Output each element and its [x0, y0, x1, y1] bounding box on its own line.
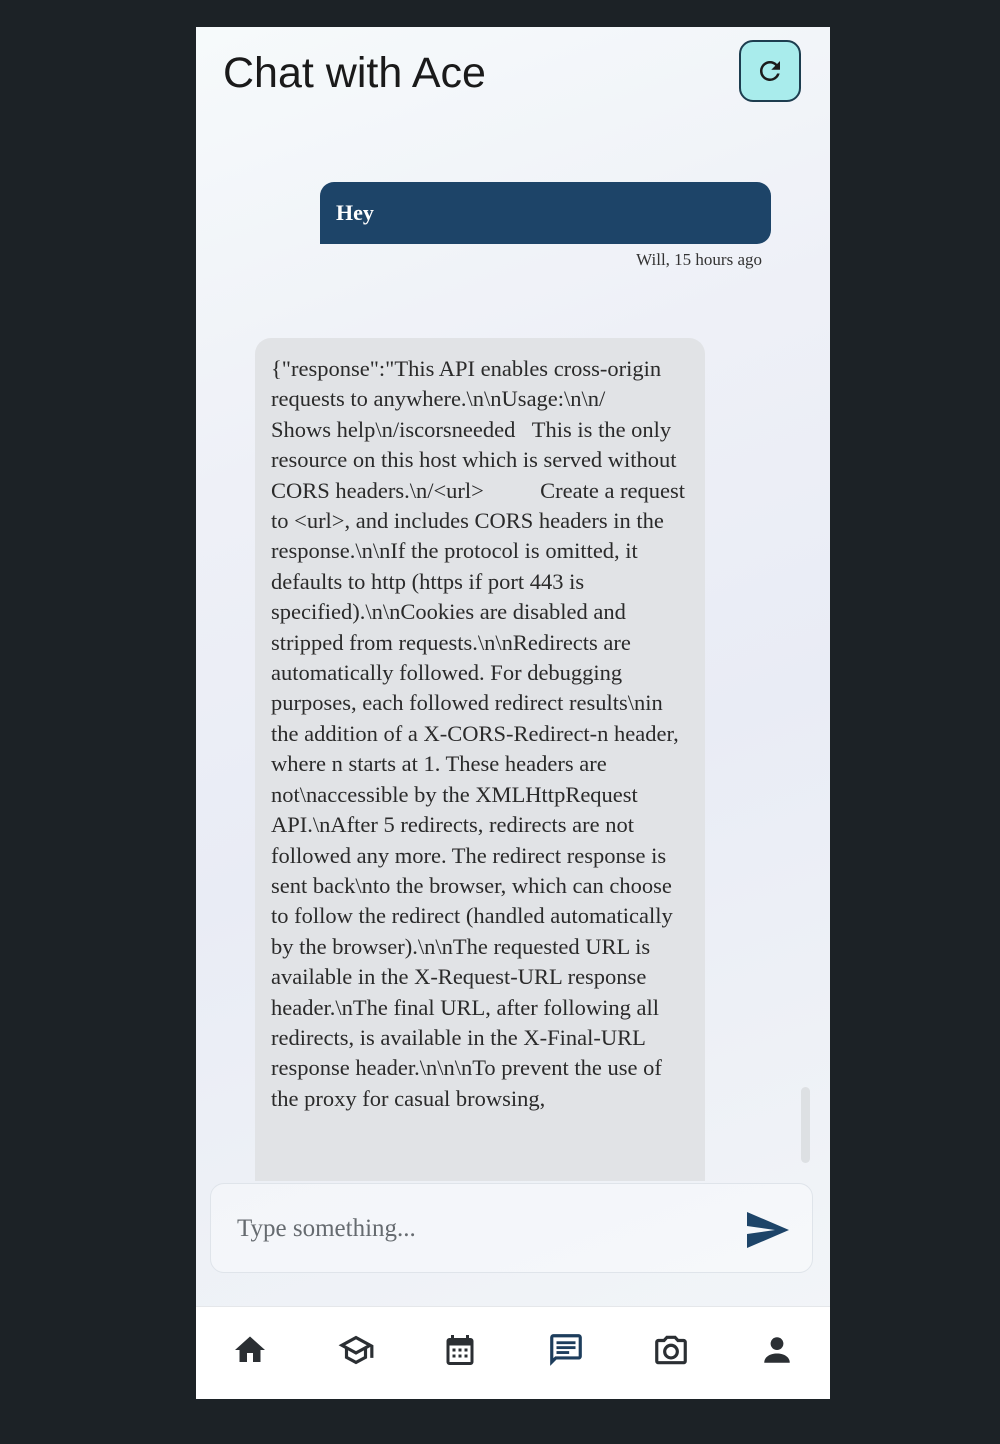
refresh-icon	[755, 56, 785, 86]
bottom-nav	[196, 1306, 830, 1399]
calendar-icon	[442, 1332, 478, 1368]
refresh-button[interactable]	[739, 40, 801, 102]
profile-icon	[760, 1333, 794, 1367]
assistant-message-text: {"response":"This API enables cross-origin requests to anywhere.\n\nUsage:\n\n/ Shows help\n/iscorsneeded This is the only resource on this host which is served without CORS headers.\n/<url> Create a request to <url>, and includes CORS headers in the response.\n\nIf the protocol is omitted, it defaults to http (https if port 443 is specified).\n\nCookies are disabled and stripped from requests.\n\nRedirects are automatically followed. For debugging purposes, each followed redirect results\nin the addition of a X-CORS-Redirect-n header, where n starts at 1. These headers are not\naccessible by the XMLHttpRequest API.\nAfter 5 redirects, redirects are not followed any more. The redirect response is sent back\nto the browser, which can choose to follow the redirect (handled automatically by the browser).\n\nThe requested URL is available in the X-Request-URL response header.\nThe final URL, after following all redirects, is available in the X-Final-URL response header.\n\n\nTo prevent the use of the proxy for casual browsing,	[271, 356, 691, 1111]
camera-icon	[652, 1331, 690, 1369]
home-icon	[232, 1332, 268, 1368]
nav-chat[interactable]	[544, 1328, 588, 1372]
scrollbar[interactable]	[801, 1087, 810, 1163]
user-message-text: Hey	[336, 200, 374, 225]
message-list[interactable]	[196, 167, 830, 1181]
nav-camera[interactable]	[649, 1328, 693, 1372]
nav-learning[interactable]	[334, 1328, 378, 1372]
nav-profile[interactable]	[755, 1328, 799, 1372]
nav-calendar[interactable]	[438, 1328, 482, 1372]
composer	[210, 1183, 813, 1273]
user-message-bubble	[320, 182, 771, 244]
user-message-meta: Will, 15 hours ago	[636, 250, 762, 269]
nav-home[interactable]	[228, 1328, 272, 1372]
assistant-message-bubble	[255, 338, 705, 1181]
send-icon	[745, 1210, 791, 1250]
graduation-cap-icon	[337, 1331, 375, 1369]
chat-icon	[547, 1331, 585, 1369]
app-screen	[196, 27, 830, 1399]
message-input[interactable]	[235, 1206, 719, 1252]
page-title: Chat with Ace	[223, 49, 486, 97]
send-button[interactable]	[745, 1210, 791, 1250]
